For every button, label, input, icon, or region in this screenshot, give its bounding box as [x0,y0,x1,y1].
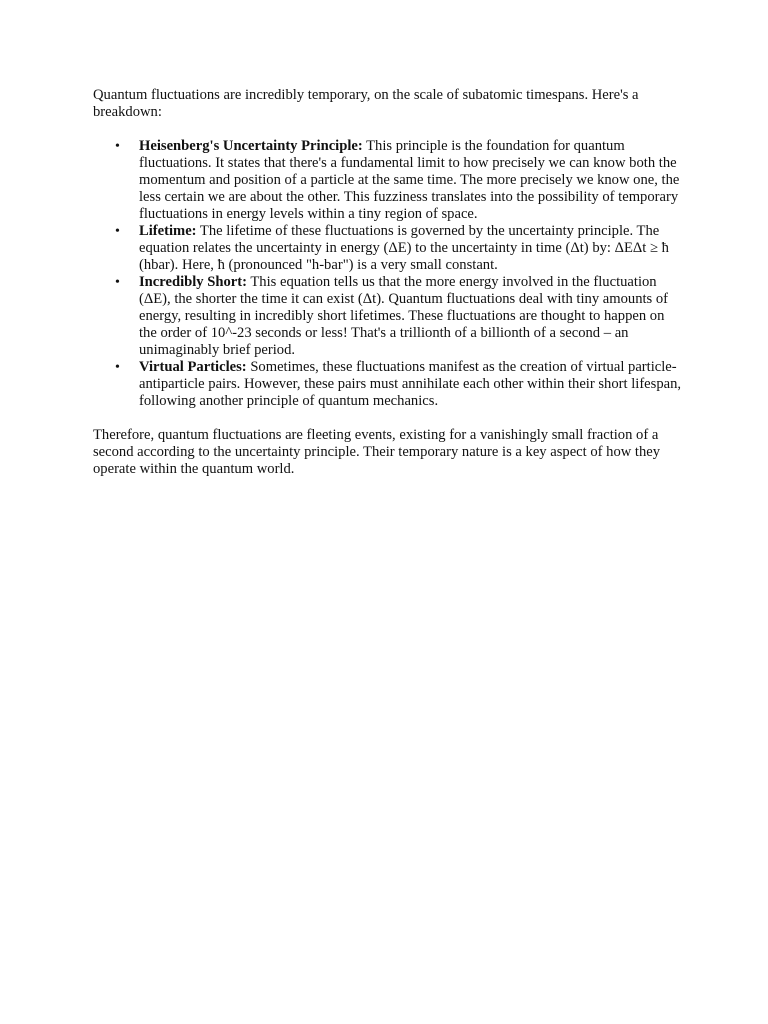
list-item-term: Heisenberg's Uncertainty Principle: [139,138,363,154]
list-item-uncertainty-principle [93,138,683,223]
bullet-icon: • [115,360,120,375]
bullet-icon: • [115,139,120,154]
bullet-icon: • [115,224,120,239]
list-item-term: Lifetime: [139,223,197,239]
intro-paragraph: Quantum fluctuations are incredibly temporary, on the scale of subatomic timespans. Here's a breakdown: [93,87,639,120]
breakdown-list [93,138,683,410]
document-body [93,87,683,478]
list-item-text: This principle is the foundation for quantum fluctuations. It states that there's a fundamental limit to how precisely we can know both the momentum and position of a particle at the same time. The more precisely we know one, the less certain we are about the other. This fuzziness translates into the possibility of temporary fluctuations in energy levels within a tiny region of space. [139,138,680,222]
bullet-icon: • [115,275,120,290]
list-item-text: The lifetime of these fluctuations is governed by the uncertainty principle. The equation relates the uncertainty in energy (ΔE) to the uncertainty in time (Δt) by: ΔEΔt ≥ ħ (hbar). Here, ħ (pronounced "h-bar") is a very small constant. [139,223,669,273]
conclusion-paragraph: Therefore, quantum fluctuations are fleeting events, existing for a vanishingly small fraction of a second according to the uncertainty principle. Their temporary nature is a key aspect of how they operate within the quantum world. [93,427,661,477]
list-item-incredibly-short [93,274,683,359]
list-item-text: This equation tells us that the more energy involved in the fluctuation (ΔE), the shorter the time it can exist (Δt). Quantum fluctuations deal with tiny amounts of energy, resulting in incredibly short lifetimes. These fluctuations are thought to happen on the order of 10^-23 seconds or less! That's a trillionth of a billionth of a second – an unimaginably brief period. [139,274,669,358]
list-item-virtual-particles [93,359,683,410]
list-item-lifetime [93,223,683,274]
list-item-term: Virtual Particles: [139,359,247,375]
list-item-text: Sometimes, these fluctuations manifest as the creation of virtual particle-antiparticle pairs. However, these pairs must annihilate each other within their short lifespan, following another principle of quantum mechanics. [139,359,682,409]
list-item-term: Incredibly Short: [139,274,247,290]
